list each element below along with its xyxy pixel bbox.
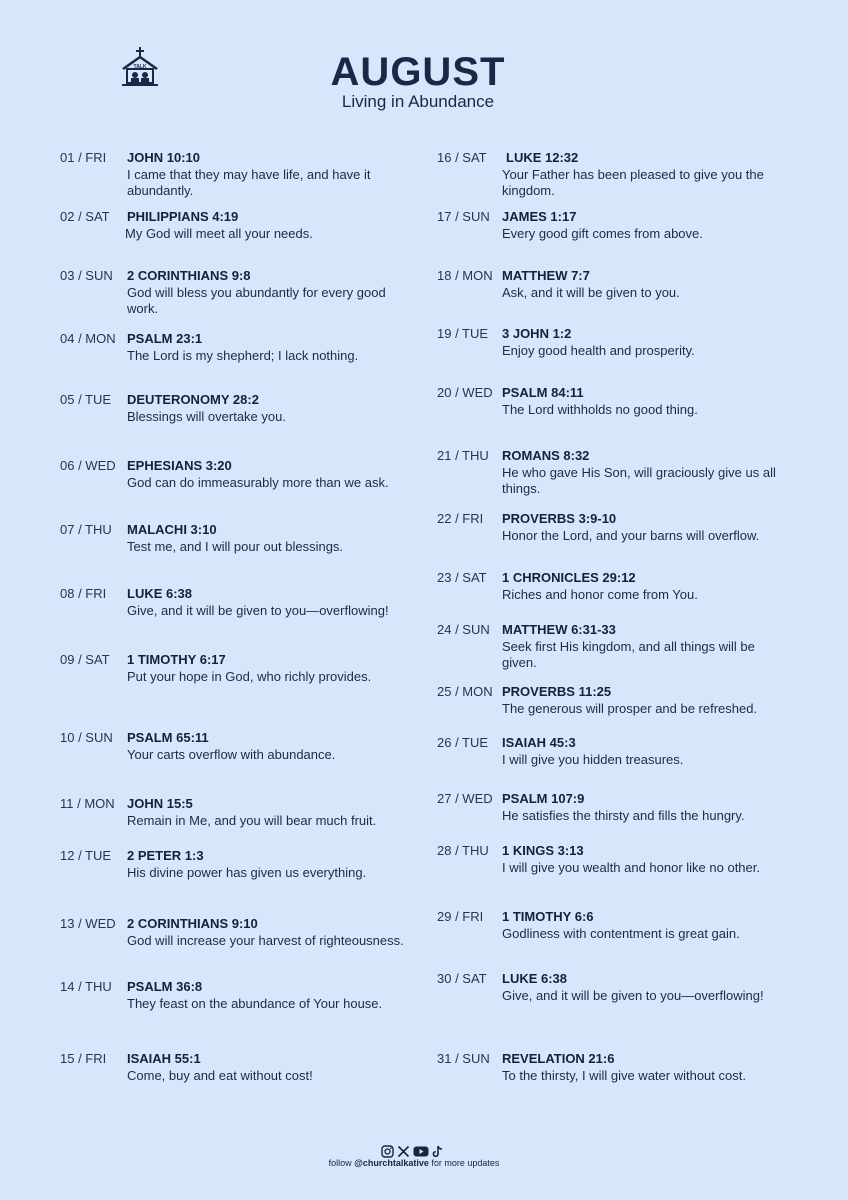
entry-reference: LUKE 6:38	[127, 586, 193, 601]
entry-day: 14 / THU	[60, 979, 112, 994]
entry-day: 03 / SUN	[60, 268, 113, 283]
entry-day: 26 / TUE	[437, 735, 489, 750]
entry-text: Seek first His kingdom, and all things will be given.	[502, 639, 755, 670]
entry-text: Give, and it will be given to you—overflowing!	[127, 603, 389, 618]
entry-day: 24 / SUN	[437, 622, 490, 637]
entry-reference: ISAIAH 45:3	[502, 735, 576, 750]
entry-text: I came that they may have life, and have it abundantly.	[127, 167, 371, 198]
entry-day: 25 / MON	[437, 684, 493, 699]
x-icon[interactable]	[397, 1145, 410, 1158]
entry-day: 27 / WED	[437, 791, 493, 806]
entry-reference: MATTHEW 6:31-33	[502, 622, 616, 637]
tiktok-icon[interactable]	[432, 1145, 443, 1158]
entry-day: 04 / MON	[60, 331, 116, 346]
entry-text: Your Father has been pleased to give you the kingdom.	[502, 167, 764, 198]
entry-text: God will increase your harvest of righteousness.	[127, 933, 404, 948]
page-title: AUGUST	[330, 50, 506, 94]
entry-reference: 1 TIMOTHY 6:17	[127, 652, 226, 667]
entry-text: Enjoy good health and prosperity.	[502, 343, 695, 358]
footer-handle-link[interactable]: @churchtalkative	[354, 1158, 429, 1168]
entry-text: Ask, and it will be given to you.	[502, 285, 680, 300]
entry-text: To the thirsty, I will give water without cost.	[502, 1068, 746, 1083]
youtube-icon[interactable]	[413, 1145, 429, 1158]
entry-day: 31 / SUN	[437, 1051, 490, 1066]
entry-day: 09 / SAT	[60, 652, 110, 667]
entry-reference: ISAIAH 55:1	[127, 1051, 201, 1066]
footer-suffix: for more updates	[428, 1158, 500, 1168]
entry-reference: DEUTERONOMY 28:2	[127, 392, 259, 407]
entry-text: Every good gift comes from above.	[502, 226, 703, 241]
entry-reference: PSALM 107:9	[502, 791, 585, 806]
entry-day: 16 / SAT	[437, 150, 487, 165]
entry-day: 22 / FRI	[437, 511, 484, 526]
entry-reference: 1 KINGS 3:13	[502, 843, 584, 858]
entry-reference: 1 TIMOTHY 6:6	[502, 909, 594, 924]
entry-text: I will give you wealth and honor like no other.	[502, 860, 760, 875]
entry-text: Put your hope in God, who richly provides.	[127, 669, 372, 684]
entry-day: 06 / WED	[60, 458, 116, 473]
entry-day: 28 / THU	[437, 843, 489, 858]
entry-day: 23 / SAT	[437, 570, 487, 585]
entry-text: Riches and honor come from You.	[502, 587, 698, 602]
entry-text: Give, and it will be given to you—overflowing!	[502, 988, 764, 1003]
entry-day: 19 / TUE	[437, 326, 489, 341]
logo-text: TALK	[133, 64, 147, 70]
entry-reference: MATTHEW 7:7	[502, 268, 590, 283]
entry-day: 08 / FRI	[60, 586, 107, 601]
entry-day: 10 / SUN	[60, 730, 113, 745]
entry-day: 17 / SUN	[437, 209, 490, 224]
entry-reference: PSALM 84:11	[502, 385, 584, 400]
page-subtitle: Living in Abundance	[341, 92, 495, 111]
entry-reference: 3 JOHN 1:2	[502, 326, 572, 341]
entry-day: 20 / WED	[437, 385, 493, 400]
entry-day: 13 / WED	[60, 916, 116, 931]
entry-text: My God will meet all your needs.	[125, 226, 313, 241]
entry-day: 12 / TUE	[60, 848, 112, 863]
social-icons	[381, 1144, 443, 1158]
entry-reference: ROMANS 8:32	[502, 448, 590, 463]
entry-text: I will give you hidden treasures.	[502, 752, 684, 767]
entry-reference: PROVERBS 3:9-10	[502, 511, 617, 526]
entry-day: 29 / FRI	[437, 909, 484, 924]
entry-reference: 2 PETER 1:3	[127, 848, 204, 863]
entry-reference: PROVERBS 11:25	[502, 684, 612, 699]
entry-text: They feast on the abundance of Your house.	[127, 996, 383, 1011]
entry-reference: JOHN 10:10	[127, 150, 200, 165]
entry-reference: MALACHI 3:10	[127, 522, 217, 537]
entry-reference: 2 CORINTHIANS 9:10	[127, 916, 258, 931]
entry-reference: PSALM 36:8	[127, 979, 203, 994]
entry-reference: REVELATION 21:6	[502, 1051, 615, 1066]
entry-reference: 2 CORINTHIANS 9:8	[127, 268, 251, 283]
entry-text: God will bless you abundantly for every good work.	[127, 285, 386, 316]
entry-text: Test me, and I will pour out blessings.	[127, 539, 344, 554]
entry-text: God can do immeasurably more than we ask.	[127, 475, 389, 490]
entry-reference: JAMES 1:17	[502, 209, 577, 224]
entry-day: 15 / FRI	[60, 1051, 107, 1066]
entry-reference: 1 CHRONICLES 29:12	[502, 570, 636, 585]
entry-reference: LUKE 6:38	[502, 971, 568, 986]
entry-text: He satisfies the thirsty and fills the hungry.	[502, 808, 745, 823]
entry-text: The Lord is my shepherd; I lack nothing.	[127, 348, 359, 363]
entry-day: 02 / SAT	[60, 209, 110, 224]
entry-text: Blessings will overtake you.	[127, 409, 286, 424]
entry-reference: PSALM 23:1	[127, 331, 203, 346]
entry-day: 07 / THU	[60, 522, 112, 537]
entry-day: 01 / FRI	[60, 150, 107, 165]
entry-text: Come, buy and eat without cost!	[127, 1068, 313, 1083]
entry-text: The Lord withholds no good thing.	[502, 402, 698, 417]
entry-reference: PSALM 65:11	[127, 730, 209, 745]
entry-text: Honor the Lord, and your barns will overflow.	[502, 528, 760, 543]
entry-day: 30 / SAT	[437, 971, 487, 986]
entry-reference: PHILIPPIANS 4:19	[127, 209, 239, 224]
entry-day: 11 / MON	[60, 796, 115, 811]
entry-day: 21 / THU	[437, 448, 489, 463]
entry-text: Remain in Me, and you will bear much fruit.	[127, 813, 377, 828]
entry-reference: JOHN 15:5	[127, 796, 193, 811]
footer-prefix: follow	[328, 1158, 355, 1168]
entry-text: Your carts overflow with abundance.	[127, 747, 336, 762]
entry-text: He who gave His Son, will graciously give us all things.	[502, 465, 776, 496]
footer-follow-text	[0, 1158, 828, 1168]
entry-reference: LUKE 12:32	[506, 150, 579, 165]
entry-text: His divine power has given us everything.	[127, 865, 367, 880]
instagram-icon[interactable]	[381, 1145, 394, 1158]
entry-reference: EPHESIANS 3:20	[127, 458, 232, 473]
entry-day: 05 / TUE	[60, 392, 112, 407]
entry-text: The generous will prosper and be refreshed.	[502, 701, 758, 716]
entry-text: Godliness with contentment is great gain.	[502, 926, 740, 941]
entry-day: 18 / MON	[437, 268, 493, 283]
